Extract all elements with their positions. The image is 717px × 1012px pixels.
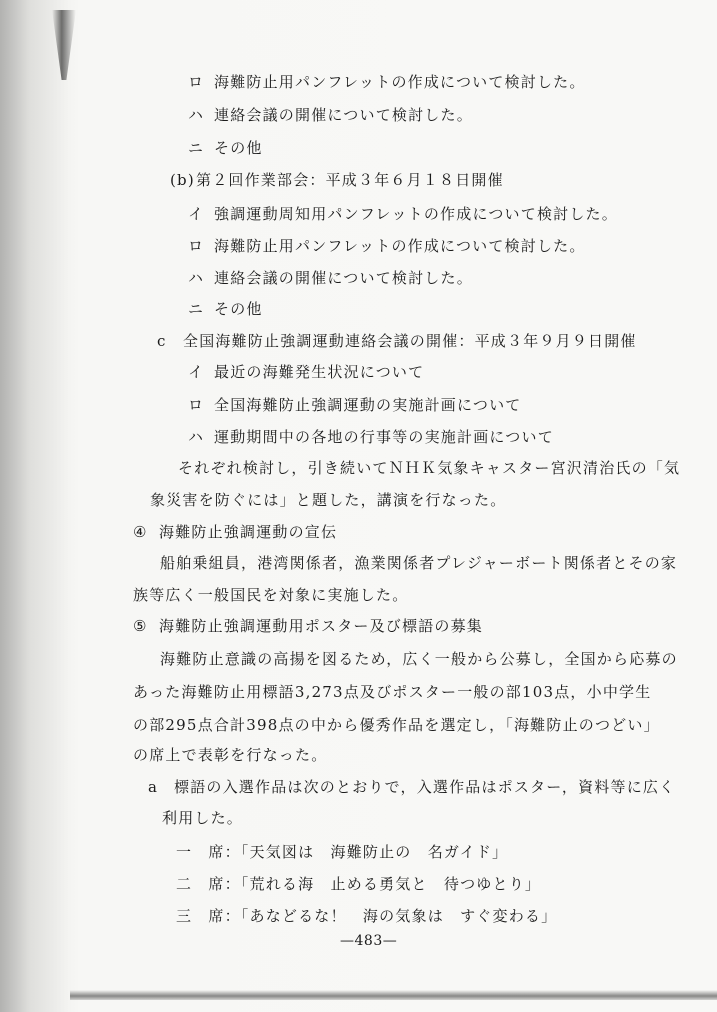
paragraph-line: 族等広く一般国民を対象に実施した。 — [133, 586, 409, 604]
paragraph-line: 利用した。 — [162, 809, 244, 827]
section-heading: a 標語の入選作品は次のとおりで，入選作品はポスター，資料等に広く — [148, 778, 676, 796]
list-item: イ 最近の海難発生状況について — [188, 363, 425, 381]
section-heading: (b)第２回作業部会：平成３年６月１８日開催 — [170, 171, 504, 189]
paragraph-line: 船舶乗組員，港湾関係者，漁業関係者プレジャーボート関係者とその家 — [160, 554, 678, 572]
section-heading: ④ 海難防止強調運動の宣伝 — [133, 523, 338, 541]
section-heading: ⑤ 海難防止強調運動用ポスター及び標語の募集 — [133, 617, 484, 635]
paragraph-line: それぞれ検討し，引き続いてＮＨＫ気象キャスター宮沢清治氏の「気 — [178, 459, 681, 477]
paragraph-line: あった海難防止用標語3,273点及びポスター一般の部103点，小中学生 — [133, 683, 652, 701]
list-item: イ 強調運動周知用パンフレットの作成について検討した。 — [188, 205, 618, 223]
list-item: ロ 全国海難防止強調運動の実施計画について — [188, 396, 522, 414]
paragraph-line: の席上で表彰を行なった。 — [133, 746, 328, 764]
list-item: ハ 連絡会議の開催について検討した。 — [188, 106, 473, 124]
award-line: 一 席：「天気図は 海難防止の 名ガイド」 — [176, 843, 509, 861]
list-item: ニ その他 — [188, 300, 263, 318]
list-item: ニ その他 — [188, 139, 263, 157]
award-line: 二 席：「荒れる海 止める勇気と 待つゆとり」 — [176, 875, 542, 893]
list-item: ロ 海難防止用パンフレットの作成について検討した。 — [188, 73, 586, 91]
award-line: 三 席：「あなどるな！ 海の気象は すぐ変わる」 — [176, 907, 558, 925]
binding-shadow — [0, 0, 80, 1012]
paragraph-line: 象災害を防ぐには」と題した，講演を行なった。 — [150, 491, 507, 509]
section-heading: c 全国海難防止強調運動連絡会議の開催：平成３年９月９日開催 — [157, 332, 637, 350]
list-item: ロ 海難防止用パンフレットの作成について検討した。 — [188, 237, 586, 255]
page-number: —483— — [340, 933, 398, 949]
paragraph-line: の部295点合計398点の中から優秀作品を選定し，「海難防止のつどい」 — [133, 716, 660, 734]
list-item: ハ 連絡会議の開催について検討した。 — [188, 269, 473, 287]
list-item: ハ 運動期間中の各地の行事等の実施計画について — [188, 428, 554, 446]
bottom-edge-shadow — [70, 990, 717, 1000]
paragraph-line: 海難防止意識の高揚を図るため，広く一般から公募し，全国から応募の — [160, 650, 678, 668]
